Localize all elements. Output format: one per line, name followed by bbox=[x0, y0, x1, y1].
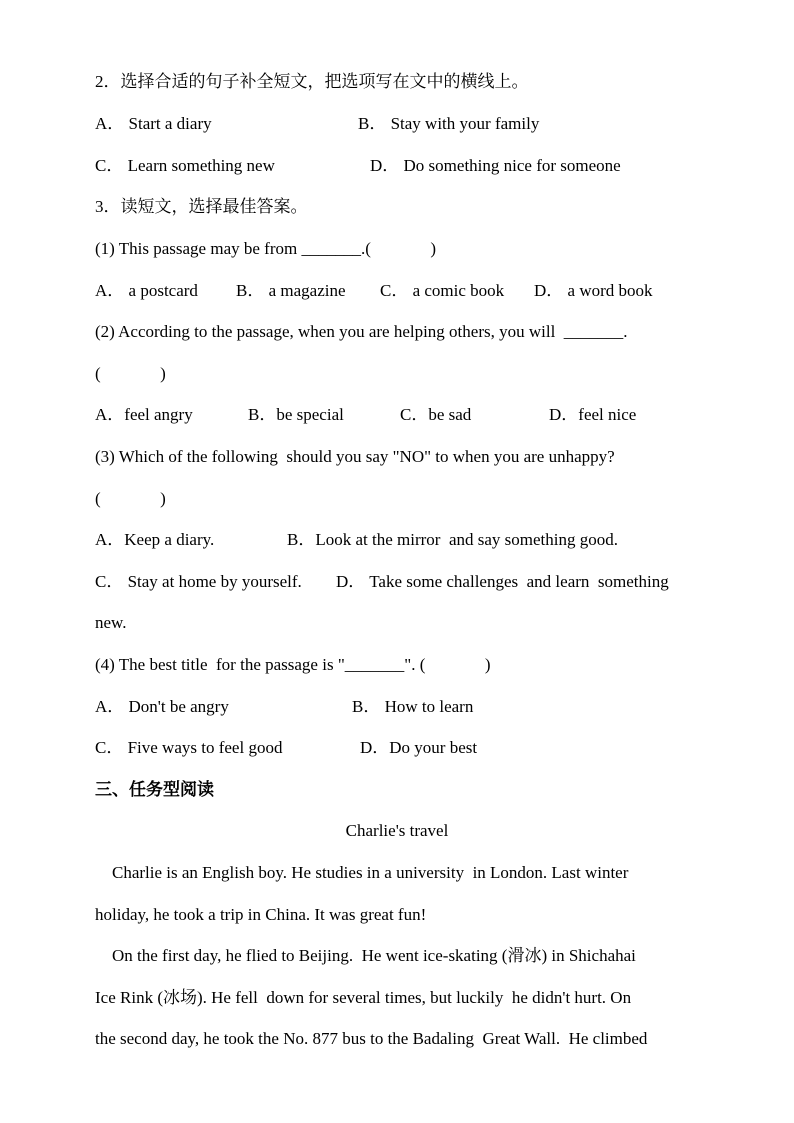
passage-paragraph-1-line-1: Charlie is an English boy. He studies in a university in London. Last winter bbox=[95, 863, 629, 882]
q3-3-option-d-continued: new. bbox=[95, 613, 127, 632]
q3-2-option-d: D．feel nice bbox=[549, 405, 637, 424]
q3-2-option-a: A．feel angry bbox=[95, 405, 193, 424]
q2-option-d: D． Do something nice for someone bbox=[370, 156, 621, 175]
q3-3-option-d: D． Take some challenges and learn something bbox=[336, 572, 669, 591]
q3-1-option-d: D． a word book bbox=[534, 281, 653, 300]
q3-2-option-c: C．be sad bbox=[400, 405, 472, 424]
section-heading: 三、任务型阅读 bbox=[95, 780, 214, 800]
q3-4-option-b: B． How to learn bbox=[352, 697, 474, 716]
q3-2-stem: (2) According to the passage, when you are helping others, you will _______. bbox=[95, 322, 628, 341]
q3-1-option-a: A． a postcard bbox=[95, 281, 198, 300]
q3-3-option-b: B．Look at the mirror and say something good. bbox=[287, 530, 618, 549]
passage-paragraph-2-line-2: Ice Rink (冰场). He fell down for several times, but luckily he didn't hurt. On bbox=[95, 988, 632, 1007]
q3-3-stem: (3) Which of the following should you say "NO" to when you are unhappy? bbox=[95, 447, 615, 466]
q3-2-answer-blank: ( ) bbox=[95, 364, 166, 383]
q3-4-option-a: A． Don't be angry bbox=[95, 697, 229, 716]
q3-3-answer-blank: ( ) bbox=[95, 489, 166, 508]
q2-option-a: A． Start a diary bbox=[95, 114, 212, 133]
q3-3-option-c: C． Stay at home by yourself. bbox=[95, 572, 302, 591]
q3-3-option-a: A．Keep a diary. bbox=[95, 530, 215, 549]
q3-2-option-b: B．be special bbox=[248, 405, 344, 424]
passage-paragraph-1-line-2: holiday, he took a trip in China. It was great fun! bbox=[95, 905, 427, 924]
q2-heading: 2．选择合适的句子补全短文，把选项写在文中的横线上。 bbox=[95, 72, 529, 91]
q2-option-b: B． Stay with your family bbox=[358, 114, 540, 133]
passage-title: Charlie's travel bbox=[345, 821, 449, 840]
passage-paragraph-2-line-1: On the first day, he flied to Beijing. He went ice-skating (滑冰) in Shichahai bbox=[95, 946, 636, 965]
q3-1-option-b: B． a magazine bbox=[236, 281, 346, 300]
q3-4-option-d: D．Do your best bbox=[360, 738, 478, 757]
q3-4-option-c: C． Five ways to feel good bbox=[95, 738, 283, 757]
q3-1-stem: (1) This passage may be from _______.( ) bbox=[95, 239, 437, 258]
q2-option-c: C． Learn something new bbox=[95, 156, 275, 175]
q3-heading: 3．读短文，选择最佳答案。 bbox=[95, 197, 308, 216]
q3-1-option-c: C． a comic book bbox=[380, 281, 505, 300]
q3-4-stem: (4) The best title for the passage is "_______". ( ) bbox=[95, 655, 491, 674]
passage-paragraph-2-line-3: the second day, he took the No. 877 bus to the Badaling Great Wall. He climbed bbox=[95, 1029, 648, 1048]
